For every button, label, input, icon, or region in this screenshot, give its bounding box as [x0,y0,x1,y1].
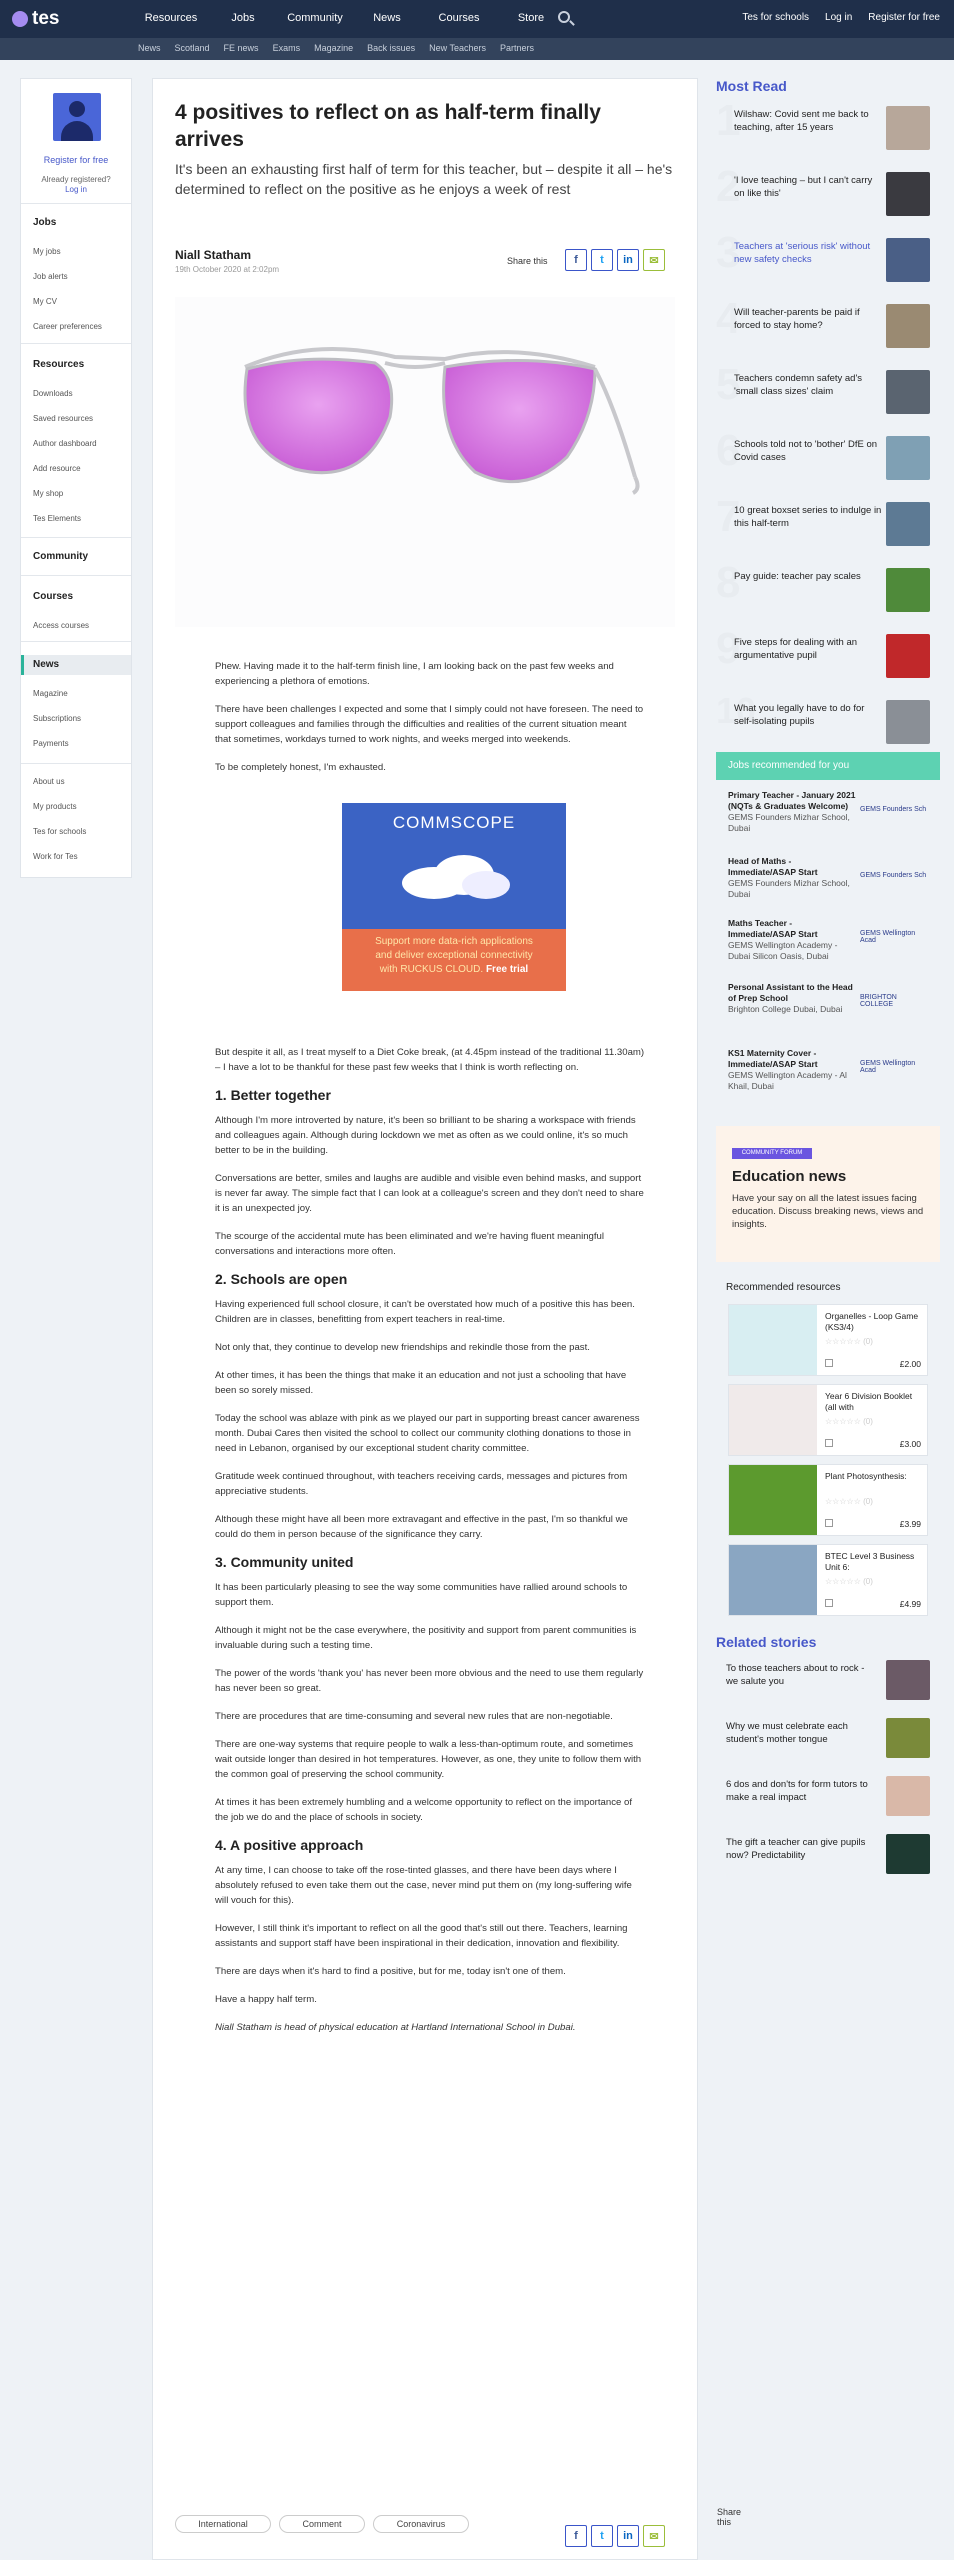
school-logo: GEMS Wellington Acad [860,930,916,944]
most-read-title: Most Read [716,78,787,94]
sidebar-section-jobs[interactable]: Jobs [33,217,57,228]
cart-icon[interactable] [825,1439,833,1447]
subnav-magazine[interactable]: Magazine [314,43,354,53]
thumbnail [886,634,930,678]
paragraph: Today the school was ablaze with pink as we played our part in supporting breast cancer awareness month. Dubai Cares then visited the school to collect our community clothing donations to those in need in Lebanon, organised by our exceptional student charity committee. [215,1413,640,1454]
resource-card[interactable]: Plant Photosynthesis: ☆☆☆☆☆ (0) £3.99 [728,1464,928,1536]
related-story[interactable]: Why we must celebrate each student's mother tongue [726,1718,936,1764]
sidebar-item-subscriptions[interactable]: Subscriptions [33,714,82,723]
ad-brand: COMMSCOPE [392,813,516,832]
sidebar-item-my-shop[interactable]: My shop [33,489,64,498]
facebook-icon: f [574,254,578,266]
sidebar-section-community[interactable]: Community [33,551,88,562]
paragraph: Phew. Having made it to the half-term finish line, I am looking back on the past few weeks and experiencing a plethora of emotions. [215,661,614,687]
thumbnail [886,568,930,612]
school-logo: GEMS Founders Sch [860,805,927,813]
most-read-item[interactable]: 6 Schools told not to 'bother' DfE on Covid cases [716,434,940,490]
register-link[interactable]: Register for free [868,12,940,23]
forum-description: Have your say on all the latest issues facing education. Discuss breaking news, views and insights. [732,1193,924,1230]
cart-icon[interactable] [825,1519,833,1527]
most-read-item[interactable]: 3 Teachers at 'serious risk' without new safety checks [716,236,940,292]
sidebar-item-saved-resources[interactable]: Saved resources [33,414,94,423]
most-read-item[interactable]: 8 Pay guide: teacher pay scales [716,566,940,622]
nav-community[interactable]: Community [287,12,343,24]
job-listing[interactable] [716,856,940,918]
related-story[interactable]: To those teachers about to rock - we salute you [726,1660,936,1706]
sidebar-section-resources[interactable]: Resources [33,359,85,370]
related-story[interactable]: The gift a teacher can give pupils now? Predictability [726,1834,936,1880]
sidebar-item-magazine[interactable]: Magazine [33,689,68,698]
sidebar-item-job-alerts[interactable]: Job alerts [33,272,68,281]
forum-badge: COMMUNITY FORUM [732,1148,812,1159]
jobs-recommended-header: Jobs recommended for you [716,752,940,780]
linkedin-icon: in [623,2530,633,2542]
tes-for-schools-link[interactable]: Tes for schools [742,12,810,23]
sidebar-item-work-for-tes[interactable]: Work for Tes [33,852,78,861]
paragraph: At times it has been extremely humbling and a welcome opportunity to reflect on the importance of the job we do and the place of schools in society. [215,1797,633,1823]
paragraph: It has been particularly pleasing to see the way some communities have rallied around schools to support them. [215,1582,628,1608]
top-navigation [0,0,954,38]
thumbnail [886,436,930,480]
nav-jobs[interactable]: Jobs [231,12,255,24]
paragraph: Not only that, they continue to develop new friendships and rekindle those from the past. [215,1342,590,1353]
paragraph: However, I still think it's important to reflect on all the good that's still out there. Teachers, learning assistants and support staff have been inspirational in their dedication, innovation and flexibility. [215,1923,628,1949]
twitter-icon: t [600,254,604,266]
most-read-panel [716,78,940,731]
thumbnail [886,1660,930,1700]
email-share-button-bottom[interactable] [643,2525,665,2547]
paragraph: But despite it all, as I treat myself to a Diet Coke break, (at 4.45pm instead of the traditional 11.30am) – I have a lot to be thankful for these past few weeks that I think is worth reflecting on. [215,1047,645,1073]
thumbnail [886,1776,930,1816]
subnav-back-issues[interactable]: Back issues [367,43,416,53]
recommended-resources-title: Recommended resources [726,1282,841,1293]
paragraph: There have been challenges I expected and some that I simply could not have foreseen. The need to support colleagues and families through the difficulties and realities of the current situation meant that sometimes, workdays turned to work nights, and weeks merged into weekends. [215,704,644,745]
resource-thumbnail [729,1305,817,1375]
section-heading: 3. Community united [215,1554,354,1570]
linkedin-share-button[interactable] [617,249,639,271]
thumbnail [886,304,930,348]
avatar [53,93,101,141]
rating-stars: ☆☆☆☆☆ (0) [825,1577,873,1586]
subnav-exams[interactable]: Exams [272,43,301,53]
sidebar-item-tes-elements[interactable]: Tes Elements [33,514,82,523]
email-icon: ✉ [649,254,659,267]
nav-courses[interactable]: Courses [438,12,480,24]
cloud-icon [394,851,514,901]
sidebar-item-payments[interactable]: Payments [33,739,69,748]
paragraph: Have a happy half term. [215,1994,317,2005]
facebook-icon: f [574,2530,578,2542]
linkedin-share-button-bottom[interactable] [617,2525,639,2547]
divider [21,641,131,642]
resource-thumbnail [729,1545,817,1615]
paragraph: There are procedures that are time-consuming and several new rules that are non-negotiable. [215,1711,613,1722]
ad-copy: Support more data-rich applications and deliver exceptional connectivity with RUCKUS CLOUD. Free trial [375,936,533,975]
job-title[interactable]: Personal Assistant to the Head of Prep School Brighton College Dubai, Dubai [728,982,853,1014]
most-read-item[interactable]: 1 Wilshaw: Covid sent me back to teaching, after 15 years [716,104,940,160]
account-sidebar [20,78,132,878]
job-title[interactable]: Maths Teacher - Immediate/ASAP Start GEMS Wellington Academy - Dubai Silicon Oasis, Dubai [728,918,838,961]
subnav-news[interactable]: News [138,43,161,53]
most-read-item[interactable]: 4 Will teacher-parents be paid if forced to stay home? [716,302,940,358]
thumbnail [886,238,930,282]
rating-stars: ☆☆☆☆☆ (0) [825,1337,873,1346]
paragraph: Gratitude week continued throughout, with teachers receiving cards, messages and pictures from appreciative students. [215,1471,628,1497]
tes-logo[interactable]: tes [12,8,59,30]
paragraph: Although it might not be the case everywhere, the positivity and support from parent communities is invaluable during such a testing time. [215,1625,637,1651]
article-standfirst: It's been an exhausting first half of term for this teacher, but – despite it all – he's determined to reflect on the positive as he enjoys a week of rest [175,161,673,197]
paragraph: Conversations are better, smiles and laughs are audible and visible even behind masks, and support is never far away. The simple fact that I can look at a colleague's screen and they don't need to share it is an unexpected joy. [215,1173,644,1214]
thumbnail [886,106,930,150]
related-story[interactable]: 6 dos and don'ts for form tutors to make a real impact [726,1776,936,1822]
paragraph: At other times, it has been the things that make it an education and not just a schooling that have been so sorely missed. [215,1370,627,1396]
related-stories-title: Related stories [716,1634,817,1650]
community-forum-promo[interactable] [716,1126,940,1262]
paragraph: At any time, I can choose to take off the rose-tinted glasses, and there have been days where I absolutely refused to even take them out the case, never mind put them on (my long-suffering wife will vouch for this). [215,1865,632,1906]
resource-thumbnail [729,1385,817,1455]
sidebar-item-about-us[interactable]: About us [33,777,65,786]
author-name[interactable]: Niall Statham [175,248,252,262]
sidebar-login-link[interactable]: Log in [65,185,87,194]
sidebar-item-my-cv[interactable]: My CV [33,297,57,306]
sidebar-item-downloads[interactable]: Downloads [33,389,73,398]
article-body-intro [215,659,645,788]
facebook-share-button[interactable] [565,249,587,271]
paragraph: There are one-way systems that require people to walk a less-than-optimum route, and sometimes wait outside longer than desired in hot temperatures. However, as one, they unite to follow them with the common goal of preserving the school community. [215,1739,642,1780]
section-heading: 4. A positive approach [215,1837,364,1853]
sidebar-item-my-products[interactable]: My products [33,802,77,811]
sidebar-section-news[interactable]: News [33,659,60,670]
cart-icon[interactable] [825,1599,833,1607]
most-read-item[interactable]: 2 'I love teaching – but I can't carry on like this' [716,170,940,226]
share-label: Share this [507,256,548,266]
ad-cta[interactable]: Free trial [485,964,529,975]
divider [21,575,131,576]
job-listing[interactable] [716,790,940,852]
school-logo: GEMS Wellington Acad [860,1060,916,1074]
rating-stars: ☆☆☆☆☆ (0) [825,1497,873,1506]
facebook-share-button-bottom[interactable] [565,2525,587,2547]
resource-card[interactable]: Year 6 Division Booklet (all with ☆☆☆☆☆ (0) £3.00 [728,1384,928,1456]
thumbnail [886,502,930,546]
subnav-scotland[interactable]: Scotland [174,43,210,53]
paragraph: Although these might have all been more extravagant and effective in the past, I'm so thankful we could do them in person because of the significance they carry. [215,1514,628,1540]
nav-store[interactable]: Store [517,12,545,24]
publish-date: 19th October 2020 at 2:02pm [175,265,280,274]
sub-navigation [0,38,954,60]
sidebar-item-my-jobs[interactable]: My jobs [33,247,61,256]
twitter-icon: t [600,2530,604,2542]
job-title[interactable]: KS1 Maternity Cover - Immediate/ASAP Start GEMS Wellington Academy - Al Khail, Dubai [728,1048,847,1091]
tag-coronavirus[interactable]: Coronavirus [373,2515,469,2533]
sidebar-section-courses[interactable]: Courses [33,591,74,602]
forum-title[interactable]: Education news [732,1168,847,1185]
paragraph: Although I'm more introverted by nature, it's been so brilliant to be sharing a workspace with friends and colleagues again. Although during lockdown we met as often as we could online, it's so much better to be in the building. [215,1115,636,1156]
tag-international[interactable]: International [175,2515,271,2533]
subnav-fe-news[interactable]: FE news [223,43,259,53]
article-title: 4 positives to reflect on as half-term finally arrives [175,101,601,151]
article [152,78,742,2560]
twitter-share-button-bottom[interactable] [591,2525,613,2547]
thumbnail [886,370,930,414]
sidebar-item-tes-for-schools[interactable]: Tes for schools [33,827,87,836]
divider [21,763,131,764]
subnav-partners[interactable]: Partners [500,43,535,53]
paragraph: To be completely honest, I'm exhausted. [215,762,386,773]
thumbnail [886,1834,930,1874]
divider [21,203,131,204]
job-title[interactable]: Primary Teacher - January 2021 (NQTs & Graduates Welcome) GEMS Founders Mizhar School, Dubai [728,790,856,833]
resource-card[interactable]: BTEC Level 3 Business Unit 6: ☆☆☆☆☆ (0) £4.99 [728,1544,928,1616]
sidebar-item-author-dashboard[interactable]: Author dashboard [33,439,97,448]
paragraph: The power of the words 'thank you' has never been more obvious and the need to use them regularly has never been so great. [215,1668,644,1694]
author-bio: Niall Statham is head of physical education at Hartland International School in Dubai. [215,2022,576,2033]
school-logo: GEMS Founders Sch [860,871,927,879]
article-body-main [215,1045,645,2048]
job-listing[interactable] [716,982,940,1044]
section-heading: 1. Better together [215,1087,331,1103]
already-registered-text: Already registered? [41,175,111,184]
most-read-item[interactable]: 10 What you legally have to do for self-isolating pupils [716,698,940,754]
divider [21,343,131,344]
nav-news[interactable]: News [373,12,401,24]
share-label-bottom: Share this [717,2507,742,2527]
job-listing[interactable] [716,918,940,980]
tes-logo-icon [12,11,28,27]
job-title[interactable]: Head of Maths - Immediate/ASAP Start GEMS Founders Mizhar School, Dubai [728,856,850,899]
paragraph: Having experienced full school closure, it can't be overstated how much of a positive this has been. Children are in classes, benefitting from expert teachers in real-time. [215,1299,635,1325]
nav-resources[interactable]: Resources [144,12,198,24]
email-share-button[interactable] [643,249,665,271]
sidebar-item-access-courses[interactable]: Access courses [33,621,90,630]
sunglasses-image [175,297,675,627]
paragraph: The scourge of the accidental mute has been eliminated and we're having fluent meaningful conversations and interactions more often. [215,1231,605,1257]
divider [21,537,131,538]
resource-thumbnail [729,1465,817,1535]
rating-stars: ☆☆☆☆☆ (0) [825,1417,873,1426]
login-link[interactable]: Log in [825,12,853,23]
subnav-new-teachers[interactable]: New Teachers [429,43,487,53]
job-listing[interactable] [716,1048,940,1110]
most-read-item[interactable]: 7 10 great boxset series to indulge in this half-term [716,500,940,556]
article-hero-image [175,297,675,627]
email-icon: ✉ [649,2530,659,2543]
cart-icon[interactable] [825,1359,833,1367]
most-read-item[interactable]: 5 Teachers condemn safety ad's 'small class sizes' claim [716,368,940,424]
resource-card[interactable]: Organelles - Loop Game (KS3/4) ☆☆☆☆☆ (0) £2.00 [728,1304,928,1376]
thumbnail [886,1718,930,1758]
thumbnail [886,172,930,216]
section-heading: 2. Schools are open [215,1271,348,1287]
register-button[interactable]: Register for free [43,155,109,165]
search-icon[interactable] [558,11,570,23]
tag-comment[interactable]: Comment [279,2515,365,2533]
sidebar-item-add-resource[interactable]: Add resource [33,464,81,473]
linkedin-icon: in [623,254,633,266]
school-logo: BRIGHTON COLLEGE [860,994,897,1008]
thumbnail [886,700,930,744]
twitter-share-button[interactable] [591,249,613,271]
paragraph: There are days when it's hard to find a positive, but for me, today isn't one of them. [215,1966,566,1977]
commscope-advert[interactable] [342,803,566,991]
most-read-item[interactable]: 9 Five steps for dealing with an argumentative pupil [716,632,940,688]
sidebar-item-career-preferences[interactable]: Career preferences [33,322,102,331]
